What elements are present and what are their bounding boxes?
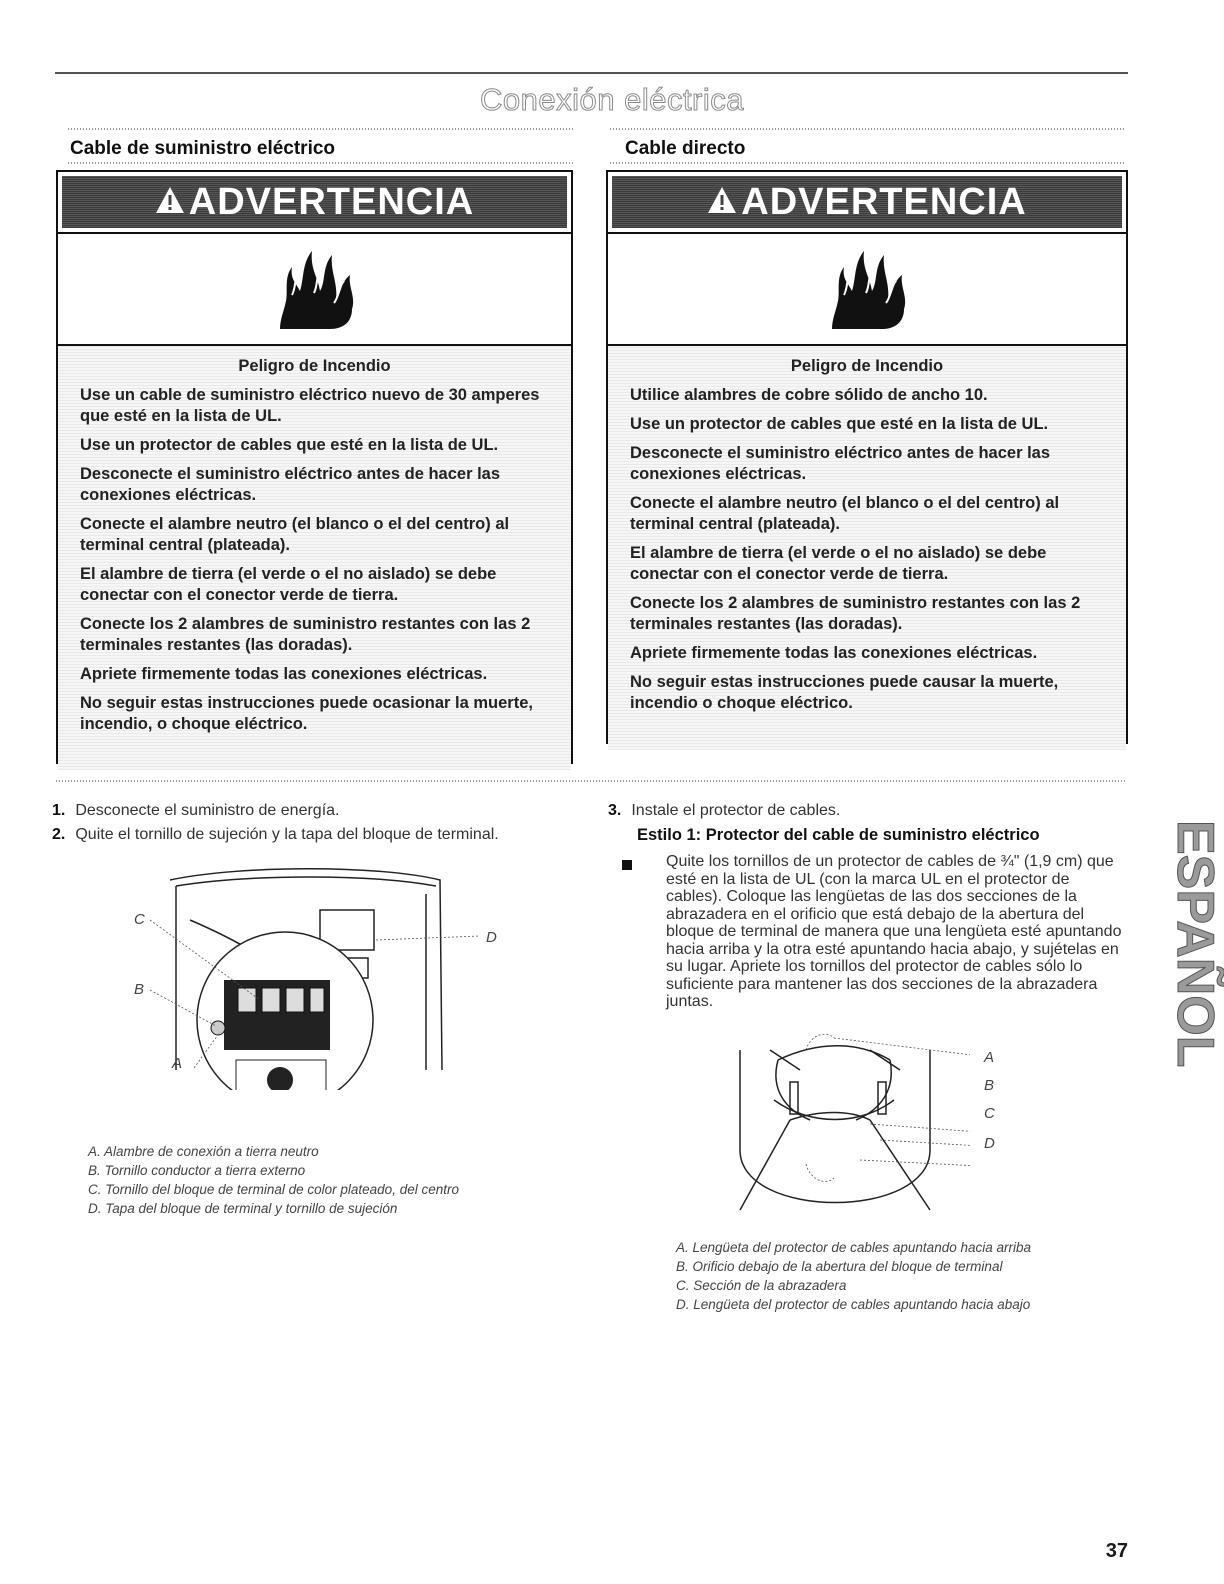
caption-line: B. Tornillo conductor a tierra externo: [88, 1163, 306, 1178]
figure-captions-right: [676, 1238, 1126, 1314]
top-rule: [55, 72, 1128, 74]
warning-line: Apriete firmemente todas las conexiones eléctricas.: [80, 665, 488, 683]
warning-line: Conecte los 2 alambres de suministro restantes con las 2 terminales restantes (las doradas).: [80, 615, 531, 654]
warning-line: Desconecte el suministro eléctrico antes de hacer las conexiones eléctricas.: [80, 465, 501, 504]
caption-line: B. Orificio debajo de la abertura del bloque de terminal: [676, 1259, 1003, 1274]
divider: [610, 128, 1126, 130]
right-heading: Cable directo: [625, 138, 746, 159]
warning-line: Use un protector de cables que esté en la lista de UL.: [80, 436, 499, 454]
warning-banner: [62, 176, 567, 228]
figure-label-c: C: [134, 911, 145, 928]
warning-line: Desconecte el suministro eléctrico antes de hacer las conexiones eléctricas.: [630, 444, 1051, 483]
page-title: Conexión eléctrica: [479, 82, 745, 117]
bullet-icon: [622, 860, 632, 870]
side-tab-text: ESPAÑOL: [1166, 820, 1224, 1068]
figure-label-a: A: [172, 1055, 183, 1072]
figure-label-d: D: [486, 929, 497, 946]
caption-line: A. Alambre de conexión a tierra neutro: [88, 1144, 319, 1159]
warning-line: El alambre de tierra (el verde o el no aislado) se debe conectar con el conector verde de tierra.: [630, 544, 1047, 583]
style1-heading: Estilo 1: Protector del cable de suministro eléctrico: [637, 826, 1040, 844]
warning-line: Conecte el alambre neutro (el blanco o el del centro) al terminal central (plateada).: [630, 494, 1060, 533]
warning-box-right: [606, 170, 1128, 744]
warning-text-left: [58, 346, 571, 770]
warning-line: No seguir estas instrucciones puede causar la muerte, incendio o choque eléctrico.: [630, 673, 1059, 712]
divider: [68, 128, 573, 130]
warning-line: Conecte el alambre neutro (el blanco o el del centro) al terminal central (plateada).: [80, 515, 510, 554]
warning-line: Conecte los 2 alambres de suministro restantes con las 2 terminales restantes (las doradas).: [630, 594, 1081, 633]
cable-protector-figure: [730, 1030, 970, 1230]
warning-line: Use un cable de suministro eléctrico nuevo de 30 amperes que esté en la lista de UL.: [80, 386, 540, 425]
figure-captions-left: [88, 1142, 568, 1218]
warning-triangle-icon: [707, 181, 737, 224]
fire-hazard-icon: [58, 232, 571, 346]
step-number: 2.: [52, 826, 66, 843]
divider: [68, 162, 573, 164]
divider: [56, 780, 1126, 782]
warning-banner-text: ADVERTENCIA: [741, 180, 1027, 223]
page-number: 37: [1105, 1540, 1128, 1562]
figure-label-c: C: [984, 1105, 995, 1122]
step-text: Instale el protector de cables.: [631, 802, 841, 819]
figure-label-a: A: [984, 1049, 995, 1066]
warning-box-left: [56, 170, 573, 764]
warning-text-right: [608, 346, 1126, 750]
fire-hazard-icon: [608, 232, 1126, 346]
warning-banner: [612, 176, 1122, 228]
step-number: 3.: [608, 802, 622, 819]
warning-line: Apriete firmemente todas las conexiones eléctricas.: [630, 644, 1038, 662]
caption-line: D. Lengüeta del protector de cables apuntando hacia abajo: [676, 1297, 1031, 1312]
left-heading: Cable de suministro eléctrico: [70, 138, 336, 159]
warning-triangle-icon: [155, 181, 185, 224]
figure-label-b: B: [984, 1077, 995, 1094]
step-number: 1.: [52, 802, 66, 819]
figure-label-b: B: [134, 981, 145, 998]
hazard-title: Peligro de Incendio: [238, 357, 391, 375]
step-2: [52, 824, 572, 846]
step-1: [52, 800, 572, 822]
warning-banner-text: ADVERTENCIA: [188, 180, 475, 223]
caption-line: C. Tornillo del bloque de terminal de color plateado, del centro: [88, 1182, 459, 1197]
hazard-title: Peligro de Incendio: [790, 357, 944, 375]
caption-line: C. Sección de la abrazadera: [676, 1278, 847, 1293]
step-3: [608, 800, 1128, 822]
caption-line: D. Tapa del bloque de terminal y tornillo de sujeción: [88, 1201, 398, 1216]
caption-line: A. Lengüeta del protector de cables apuntando hacia arriba: [676, 1240, 1032, 1255]
language-side-tab: [1158, 808, 1224, 1078]
warning-line: Utilice alambres de cobre sólido de ancho 10.: [630, 386, 988, 404]
warning-line: Use un protector de cables que esté en la lista de UL.: [630, 415, 1049, 433]
bullet-paragraph: Quite los tornillos de un protector de cables de ¾" (1,9 cm) que esté en la lista de UL (con la marca UL en el protector de cables). Coloque las lengüetas de las dos secciones de la abrazadera en el orificio que está debajo de la abertura del bloque de terminal de manera que una lengüeta esté apuntando hacia arriba y la otra esté apuntando hacia abajo, y sujételas en su lugar. Apriete los tornillos del protector de cables sólo lo suficiente para mantener las dos secciones de la abrazadera juntas.: [666, 853, 1122, 1010]
warning-line: El alambre de tierra (el verde o el no aislado) se debe conectar con el conector verde de tierra.: [80, 565, 497, 604]
figure-label-d: D: [984, 1135, 995, 1152]
step-text: Quite el tornillo de sujeción y la tapa del bloque de terminal.: [75, 826, 499, 843]
warning-line: No seguir estas instrucciones puede ocasionar la muerte, incendio, o choque eléctrico.: [80, 694, 533, 733]
divider: [610, 162, 1126, 164]
step-text: Desconecte el suministro de energía.: [75, 802, 340, 819]
